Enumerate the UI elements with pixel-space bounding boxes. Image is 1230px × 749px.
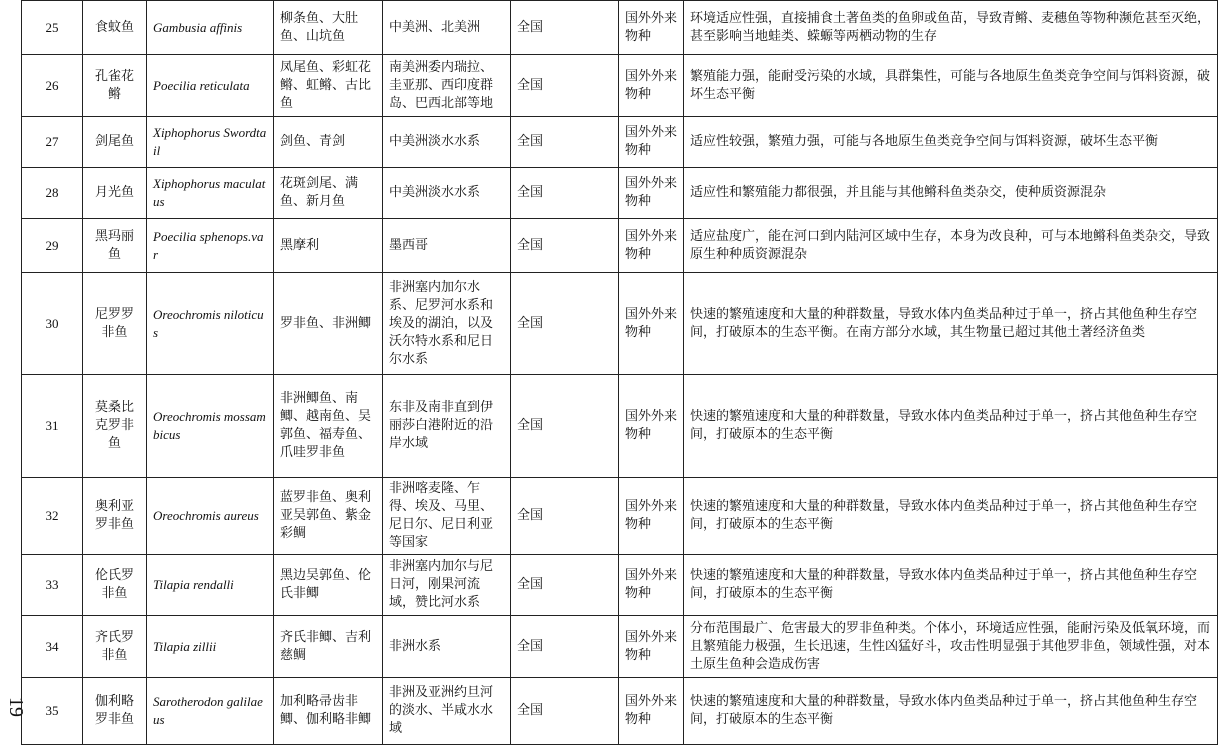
native-origin-cell: 墨西哥	[383, 219, 511, 273]
species-type-cell: 国外外来物种	[619, 168, 684, 219]
ecological-impact-cell: 适应性和繁殖能力都很强，并且能与其他鳉科鱼类杂交，使种质资源混杂	[684, 168, 1218, 219]
ecological-impact-cell: 适应盐度广，能在河口到内陆河区域中生存，本身为改良种，可与本地鳉科鱼类杂交，导致原生种种质资源混杂	[684, 219, 1218, 273]
scientific-name-cell: Gambusia affinis	[147, 1, 274, 55]
table-row	[22, 616, 1218, 678]
native-origin-cell: 中美洲淡水水系	[383, 117, 511, 168]
ecological-impact-cell: 快速的繁殖速度和大量的种群数量，导致水体内鱼类品种过于单一，挤占其他鱼种生存空间，打破原本的生态平衡	[684, 478, 1218, 555]
ecological-impact-cell: 适应性较强，繁殖力强，可能与各地原生鱼类竞争空间与饵料资源，破坏生态平衡	[684, 117, 1218, 168]
chinese-name-cell: 月光鱼	[83, 168, 147, 219]
distribution-region-cell: 全国	[511, 117, 619, 168]
chinese-name-cell: 剑尾鱼	[83, 117, 147, 168]
alias-names-cell: 齐氏非鲫、吉利慈鲷	[274, 616, 383, 678]
chinese-name-cell: 奥利亚罗非鱼	[83, 478, 147, 555]
species-type-cell: 国外外来物种	[619, 1, 684, 55]
scientific-name-cell: Xiphophorus Swordtail	[147, 117, 274, 168]
native-origin-cell: 中美洲、北美洲	[383, 1, 511, 55]
species-type-cell: 国外外来物种	[619, 478, 684, 555]
alias-names-cell: 凤尾鱼、彩虹花鳉、虹鳉、古比鱼	[274, 55, 383, 117]
alias-names-cell: 花斑剑尾、满鱼、新月鱼	[274, 168, 383, 219]
distribution-region-cell: 全国	[511, 273, 619, 375]
row-number-cell: 25	[22, 1, 83, 55]
table-row	[22, 117, 1218, 168]
table-row	[22, 273, 1218, 375]
scientific-name-cell: Poecilia sphenops.var	[147, 219, 274, 273]
ecological-impact-cell: 分布范围最广、危害最大的罗非鱼种类。个体小，环境适应性强，能耐污染及低氧环境，而且繁殖能力极强，生长迅速，生性凶猛好斗，攻击性明显强于其他罗非鱼，领域性强，对本土原生鱼种会造成伤害	[684, 616, 1218, 678]
row-number-cell: 32	[22, 478, 83, 555]
table-row	[22, 219, 1218, 273]
scientific-name-cell: Oreochromis niloticus	[147, 273, 274, 375]
distribution-region-cell: 全国	[511, 678, 619, 745]
table-row	[22, 555, 1218, 616]
native-origin-cell: 非洲喀麦隆、乍得、埃及、马里、尼日尔、尼日利亚等国家	[383, 478, 511, 555]
chinese-name-cell: 食蚊鱼	[83, 1, 147, 55]
row-number-cell: 33	[22, 555, 83, 616]
row-number-cell: 35	[22, 678, 83, 745]
row-number-cell: 30	[22, 273, 83, 375]
alias-names-cell: 罗非鱼、非洲鲫	[274, 273, 383, 375]
native-origin-cell: 非洲水系	[383, 616, 511, 678]
distribution-region-cell: 全国	[511, 375, 619, 478]
table-row	[22, 1, 1218, 55]
scientific-name-cell: Oreochromis mossambicus	[147, 375, 274, 478]
scientific-name-cell: Poecilia reticulata	[147, 55, 274, 117]
ecological-impact-cell: 快速的繁殖速度和大量的种群数量，导致水体内鱼类品种过于单一，挤占其他鱼种生存空间，打破原本的生态平衡	[684, 375, 1218, 478]
table-row	[22, 55, 1218, 117]
native-origin-cell: 东非及南非直到伊丽莎白港附近的沿岸水域	[383, 375, 511, 478]
distribution-region-cell: 全国	[511, 55, 619, 117]
alias-names-cell: 加利略帚齿非鲫、伽利略非鲫	[274, 678, 383, 745]
alias-names-cell: 剑鱼、青剑	[274, 117, 383, 168]
species-type-cell: 国外外来物种	[619, 117, 684, 168]
distribution-region-cell: 全国	[511, 219, 619, 273]
row-number-cell: 31	[22, 375, 83, 478]
row-number-cell: 34	[22, 616, 83, 678]
ecological-impact-cell: 环境适应性强，直接捕食土著鱼类的鱼卵或鱼苗，导致青鳉、麦穗鱼等物种濒危甚至灭绝，甚至影响当地蛙类、蝾螈等两栖动物的生存	[684, 1, 1218, 55]
chinese-name-cell: 伽利略罗非鱼	[83, 678, 147, 745]
native-origin-cell: 中美洲淡水水系	[383, 168, 511, 219]
row-number-cell: 29	[22, 219, 83, 273]
distribution-region-cell: 全国	[511, 1, 619, 55]
species-type-cell: 国外外来物种	[619, 55, 684, 117]
ecological-impact-cell: 快速的繁殖速度和大量的种群数量，导致水体内鱼类品种过于单一，挤占其他鱼种生存空间，打破原本的生态平衡	[684, 678, 1218, 745]
species-type-cell: 国外外来物种	[619, 375, 684, 478]
chinese-name-cell: 莫桑比克罗非鱼	[83, 375, 147, 478]
distribution-region-cell: 全国	[511, 555, 619, 616]
species-type-cell: 国外外来物种	[619, 273, 684, 375]
scientific-name-cell: Tilapia rendalli	[147, 555, 274, 616]
native-origin-cell: 非洲及亚洲约旦河的淡水、半咸水水域	[383, 678, 511, 745]
species-type-cell: 国外外来物种	[619, 555, 684, 616]
table-row	[22, 678, 1218, 745]
ecological-impact-cell: 繁殖能力强，能耐受污染的水域，具群集性，可能与各地原生鱼类竞争空间与饵料资源，破坏生态平衡	[684, 55, 1218, 117]
table-row	[22, 478, 1218, 555]
native-origin-cell: 非洲塞内加尔与尼日河，刚果河流域，赞比河水系	[383, 555, 511, 616]
row-number-cell: 27	[22, 117, 83, 168]
ecological-impact-cell: 快速的繁殖速度和大量的种群数量，导致水体内鱼类品种过于单一，挤占其他鱼种生存空间，打破原本的生态平衡。在南方部分水域，其生物量已超过其他土著经济鱼类	[684, 273, 1218, 375]
table-row	[22, 375, 1218, 478]
native-origin-cell: 南美洲委内瑞拉、圭亚那、西印度群岛、巴西北部等地	[383, 55, 511, 117]
scientific-name-cell: Xiphophorus maculatus	[147, 168, 274, 219]
native-origin-cell: 非洲塞内加尔水系、尼罗河水系和埃及的湖泊，以及沃尔特水系和尼日尔水系	[383, 273, 511, 375]
invasive-species-table	[21, 0, 1218, 745]
scientific-name-cell: Sarotherodon galilaeus	[147, 678, 274, 745]
species-type-cell: 国外外来物种	[619, 219, 684, 273]
alias-names-cell: 蓝罗非鱼、奥利亚吴郭鱼、紫金彩鲷	[274, 478, 383, 555]
scientific-name-cell: Oreochromis aureus	[147, 478, 274, 555]
chinese-name-cell: 伦氏罗非鱼	[83, 555, 147, 616]
species-type-cell: 国外外来物种	[619, 678, 684, 745]
alias-names-cell: 黑边吴郭鱼、伦氏非鲫	[274, 555, 383, 616]
scientific-name-cell: Tilapia zillii	[147, 616, 274, 678]
chinese-name-cell: 孔雀花鳉	[83, 55, 147, 117]
table-body	[22, 1, 1218, 745]
distribution-region-cell: 全国	[511, 478, 619, 555]
distribution-region-cell: 全国	[511, 168, 619, 219]
row-number-cell: 26	[22, 55, 83, 117]
page-number: 19	[5, 697, 27, 717]
alias-names-cell: 非洲鲫鱼、南鲫、越南鱼、吴郭鱼、福寿鱼、爪哇罗非鱼	[274, 375, 383, 478]
row-number-cell: 28	[22, 168, 83, 219]
ecological-impact-cell: 快速的繁殖速度和大量的种群数量，导致水体内鱼类品种过于单一，挤占其他鱼种生存空间，打破原本的生态平衡	[684, 555, 1218, 616]
alias-names-cell: 黑摩利	[274, 219, 383, 273]
chinese-name-cell: 黑玛丽鱼	[83, 219, 147, 273]
chinese-name-cell: 齐氏罗非鱼	[83, 616, 147, 678]
alias-names-cell: 柳条鱼、大肚鱼、山坑鱼	[274, 1, 383, 55]
chinese-name-cell: 尼罗罗非鱼	[83, 273, 147, 375]
distribution-region-cell: 全国	[511, 616, 619, 678]
table-row	[22, 168, 1218, 219]
species-type-cell: 国外外来物种	[619, 616, 684, 678]
